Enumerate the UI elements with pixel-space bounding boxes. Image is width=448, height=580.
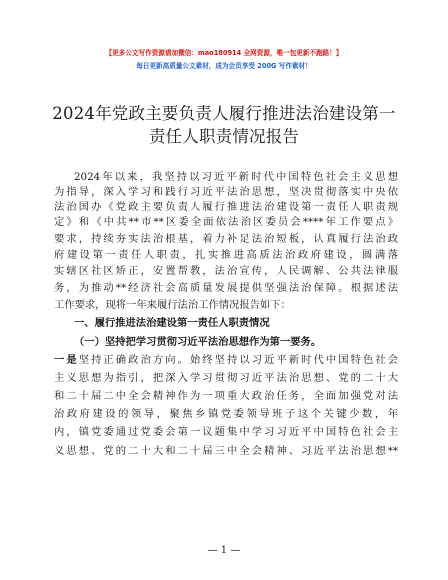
subsection-heading: （一）坚持把学习贯彻习近平法治思想作为第一要务。 (74, 336, 322, 348)
paragraph-line: 要求，持续夯实法治根基，着力补足法治短板，认真履行法治政 (54, 233, 398, 245)
paragraph-line: 府建设第一责任人职责，扎实推进高质法治政府建设，圆满落 (54, 249, 398, 261)
paragraph-line: 工作要求，现将一年来履行法治工作情况报告如下： (54, 299, 291, 311)
paragraph-line: 务，为推动**经济社会高质量发展提供坚强法治保障。根据述法 (54, 282, 398, 294)
paragraph-line: 定》和《中共**市**区委全面依法治区委员会****年工作要点》 (54, 216, 398, 228)
paragraph-line: 治政府建设的领导，聚焦乡镇党委领导班子这个关键少数，年 (54, 408, 398, 420)
paragraph-line: 法治国办《党政主要负责人履行推进法治建设第一责任人职责规 (54, 201, 398, 213)
paragraph-line: 2024年以来，我坚持以习近平新时代中国特色社会主义思想 (74, 171, 398, 183)
paragraph-line: 主义思想为指引，把深入学习贯彻习近平法治思想、党的二十大 (54, 372, 398, 384)
paragraph-text: 坚持正确政治方向。始终坚持以习近平新时代中国特色社会 (78, 354, 398, 366)
paragraph-line: 和二十届二中全会精神作为一项重大政治任务，全面加强党对法 (54, 390, 398, 402)
paragraph-lead: 一是 (54, 354, 79, 366)
document-title-line-1: 2024年党政主要负责人履行推进法治建设第一 (52, 104, 396, 123)
page-number: — 1 — (207, 545, 241, 556)
document-title-line-2: 责任人职责情况报告 (148, 127, 300, 146)
paragraph-line (54, 353, 398, 367)
paragraph-line: 义思想、党的二十大和二十届三中全会精神、习近平法治思想** (54, 445, 398, 457)
promo-banner-line-2: 每日更新高质量公文素材，成为会员享受 200G 写作素材！ (136, 62, 312, 70)
paragraph-line: 为指导，深入学习和践行习近平法治思想，坚决贯彻落实中央依 (54, 186, 398, 198)
paragraph-line: 内，镇党委通过党委会第一议题集中学习习近平中国特色社会主 (54, 426, 398, 438)
section-heading: 一、履行推进法治建设第一责任人职责情况 (74, 317, 270, 329)
promo-banner-line-1: 【更多公文写作资源请加微信：mao180914 全网资源，唯一包更新不跑路！】 (105, 49, 343, 57)
paragraph-line: 实辖区社区矫正，安置帮教，法治宣传，人民调解、公共法律服 (54, 265, 398, 277)
